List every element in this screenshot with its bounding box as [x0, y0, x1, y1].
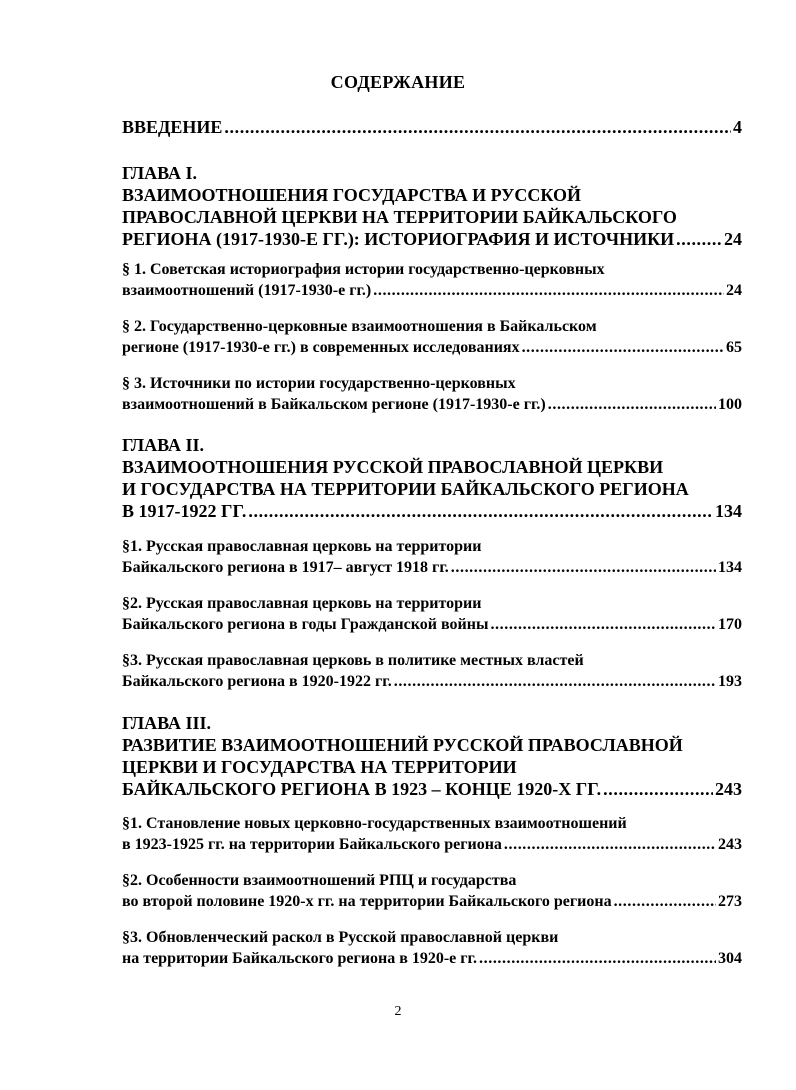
- section-title-line: взаимоотношений в Байкальском регионе (1917-1930-е гг.): [122, 396, 546, 413]
- toc-section-2-3[interactable]: [122, 650, 742, 692]
- section-title-line: §1. Русская православная церковь на территории: [122, 538, 482, 555]
- section-title-line: §3. Русская православная церковь в политике местных властей: [122, 652, 584, 669]
- toc-chapter-2[interactable]: [122, 434, 742, 522]
- dot-leader: [479, 948, 716, 969]
- chapter-title-line: РЕГИОНА (1917-1930-Е ГГ.): ИСТОРИОГРАФИЯ И ИСТОЧНИКИ: [122, 229, 675, 249]
- chapter-title-line: БАЙКАЛЬСКОГО РЕГИОНА В 1923 – КОНЦЕ 1920-Х ГГ.: [122, 779, 602, 799]
- section-title-line: §2. Русская православная церковь на территории: [122, 595, 482, 612]
- section-title-line: Байкальского региона в 1920-1922 гг.: [122, 673, 392, 690]
- section-title-line: Байкальского региона в годы Гражданской войны: [122, 616, 489, 633]
- section-title-line: § 1. Советская историография истории государственно-церковных: [122, 261, 605, 278]
- toc-section-1-3[interactable]: [122, 373, 742, 415]
- dot-leader: [676, 228, 722, 250]
- toc-page-number: 193: [718, 673, 742, 690]
- chapter-title-line: РАЗВИТИЕ ВЗАИМООТНОШЕНИЙ РУССКОЙ ПРАВОСЛАВНОЙ: [122, 735, 683, 755]
- chapter-title-line: И ГОСУДАРСТВА НА ТЕРРИТОРИИ БАЙКАЛЬСКОГО РЕГИОНА: [122, 479, 689, 499]
- dot-leader: [248, 500, 713, 522]
- toc-page-number: 243: [715, 779, 742, 799]
- section-title-line: §1. Становление новых церковно-государственных взаимоотношений: [122, 815, 627, 832]
- chapter-heading: ГЛАВА II.: [122, 435, 205, 455]
- toc-entry-label: ВВЕДЕНИЕ: [122, 117, 223, 137]
- toc-page-number: 134: [718, 559, 742, 576]
- toc-page-number: 4: [733, 117, 742, 137]
- toc-section-3-3[interactable]: [122, 927, 742, 969]
- toc-page-number: 100: [718, 396, 742, 413]
- section-title-line: взаимоотношений (1917-1930-е гг.): [122, 282, 372, 299]
- toc-page-number: 170: [718, 616, 742, 633]
- dot-leader: [224, 116, 731, 138]
- dot-leader: [548, 394, 716, 415]
- chapter-heading: ГЛАВА III.: [122, 713, 212, 733]
- dot-leader: [451, 557, 716, 578]
- toc-page-number: 304: [718, 950, 742, 967]
- toc-page-number: 24: [726, 282, 742, 299]
- toc-section-2-2[interactable]: [122, 593, 742, 635]
- toc-section-3-1[interactable]: [122, 813, 742, 855]
- chapter-title-line: ЦЕРКВИ И ГОСУДАРСТВА НА ТЕРРИТОРИИ: [122, 757, 517, 777]
- dot-leader: [373, 280, 724, 301]
- dot-leader: [614, 891, 716, 912]
- toc-section-2-1[interactable]: [122, 536, 742, 578]
- chapter-title-line: ПРАВОСЛАВНОЙ ЦЕРКВИ НА ТЕРРИТОРИИ БАЙКАЛЬСКОГО: [122, 207, 677, 227]
- dot-leader: [490, 614, 716, 635]
- toc-section-1-1[interactable]: [122, 259, 742, 301]
- chapter-heading: ГЛАВА I.: [122, 163, 198, 183]
- section-title-line: § 2. Государственно-церковные взаимоотношения в Байкальском: [122, 318, 597, 335]
- toc-page-number: 273: [718, 893, 742, 910]
- toc-chapter-1[interactable]: [122, 162, 742, 250]
- toc-page-number: 24: [724, 229, 742, 249]
- page-title: СОДЕРЖАНИЕ: [330, 72, 466, 92]
- section-title-line: на территории Байкальского региона в 1920-е гг.: [122, 950, 478, 967]
- section-title-line: Байкальского региона в 1917– август 1918 гг.: [122, 559, 449, 576]
- chapter-title-line: ВЗАИМООТНОШЕНИЯ РУССКОЙ ПРАВОСЛАВНОЙ ЦЕРКВИ: [122, 457, 664, 477]
- section-title-line: § 3. Источники по истории государственно-церковных: [122, 375, 516, 392]
- section-title-line: §3. Обновленческий раскол в Русской православной церкви: [122, 929, 559, 946]
- dot-leader: [504, 834, 716, 855]
- toc-section-1-2[interactable]: [122, 316, 742, 358]
- toc-page-number: 243: [718, 836, 742, 853]
- dot-leader: [522, 337, 724, 358]
- toc-entry-intro[interactable]: [122, 116, 742, 138]
- page-number: 2: [394, 1004, 402, 1019]
- section-title-line: регионе (1917-1930-е гг.) в современных исследованиях: [122, 339, 520, 356]
- toc-page-number: 134: [715, 501, 742, 521]
- chapter-title-line: В 1917-1922 ГГ.: [122, 501, 247, 521]
- section-title-line: §2. Особенности взаимоотношений РПЦ и государства: [122, 872, 517, 889]
- chapter-title-line: ВЗАИМООТНОШЕНИЯ ГОСУДАРСТВА И РУССКОЙ: [122, 185, 581, 205]
- toc-section-3-2[interactable]: [122, 870, 742, 912]
- section-title-line: во второй половине 1920-х гг. на территории Байкальского региона: [122, 893, 612, 910]
- toc-page-number: 65: [726, 339, 742, 356]
- toc-chapter-3[interactable]: [122, 712, 742, 800]
- section-title-line: в 1923-1925 гг. на территории Байкальского региона: [122, 836, 502, 853]
- dot-leader: [603, 778, 713, 800]
- dot-leader: [394, 671, 716, 692]
